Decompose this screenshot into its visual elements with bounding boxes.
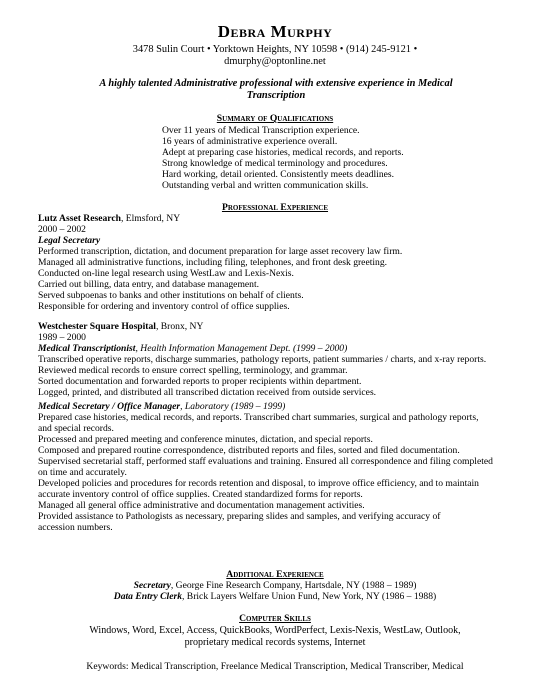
role-title-line — [38, 343, 508, 354]
duty-item: Composed and prepared routine correspondence, distributed reports and files, sorted and filed documentation. — [38, 445, 460, 456]
job-employer-line — [38, 321, 508, 332]
employer-name: Lutz Asset Research — [38, 213, 121, 224]
job-lutz — [38, 213, 508, 312]
duty-item: Supervised secretarial staff, performed staff evaluations and training. Ensured all correspondence and filing completed on time and accurately. — [38, 456, 493, 478]
duty-item: Served subpoenas to banks and other institutions on behalf of clients. — [38, 290, 304, 301]
qualifications-list — [162, 125, 482, 191]
employer-location: , Bronx, NY — [155, 321, 204, 332]
qualification-item: Adept at preparing case histories, medical records, and reports. — [162, 147, 404, 158]
duty-item: Logged, printed, and distributed all transcribed dictation received from outside services. — [38, 387, 377, 398]
keywords-line: Keywords: Medical Transcription, Freelance Medical Transcription, Medical Transcriber, Medical — [86, 661, 464, 672]
role-title-line — [38, 401, 508, 412]
candidate-name: Debra Murphy — [217, 22, 333, 41]
duty-item: Provided assistance to Pathologists as necessary, preparing slides and samples, and verifying accuracy of accession numbers. — [38, 511, 441, 533]
duty-item: Sorted documentation and forwarded reports to proper recipients within department. — [38, 376, 362, 387]
additional-item — [0, 591, 550, 602]
employer-location: , Elmsford, NY — [120, 213, 181, 224]
duty-item: Prepared case histories, medical records, and reports. Transcribed chart summaries, surgical and pathology reports, and special records. — [38, 412, 479, 434]
employer-name: Westchester Square Hospital — [38, 321, 156, 332]
role-subtitle: , Laboratory (1989 – 1999) — [180, 401, 286, 412]
qualification-item: Hard working, detail oriented. Consistently meets deadlines. — [162, 169, 395, 180]
role-title: Legal Secretary — [38, 235, 101, 246]
qualification-item: Over 11 years of Medical Transcription experience. — [162, 125, 360, 136]
qualification-item: Outstanding verbal and written communication skills. — [162, 180, 369, 191]
qualifications-heading: Summary of Qualifications — [216, 113, 334, 124]
job-dates: 2000 – 2002 — [38, 224, 86, 235]
duty-item: Reviewed medical records to ensure correct spelling, terminology, and grammar. — [38, 365, 348, 376]
skills-heading: Computer Skills — [239, 613, 311, 624]
contact-address: 3478 Sulin Court • Yorktown Heights, NY 10598 • (914) 245-9121 • — [132, 44, 418, 55]
duty-item: Performed transcription, dictation, and document preparation for large asset recovery law firm. — [38, 246, 403, 257]
duty-item: Conducted on-line legal research using WestLaw and Lexis-Nexis. — [38, 268, 294, 279]
additional-role: Data Entry Clerk — [113, 591, 182, 602]
role-subtitle: , Health Information Management Dept. (1999 – 2000) — [135, 343, 348, 354]
additional-item — [0, 580, 550, 591]
skills-line: Windows, Word, Excel, Access, QuickBooks, WordPerfect, Lexis-Nexis, WestLaw, Outlook, — [89, 625, 461, 636]
experience-heading: Professional Experience — [221, 202, 329, 213]
qualification-item: Strong knowledge of medical terminology and procedures. — [162, 158, 388, 169]
duty-item: Carried out billing, data entry, and database management. — [38, 279, 260, 290]
role-title-line — [38, 235, 508, 246]
duty-item: Managed all administrative functions, including filing, telephones, and front desk greeting. — [38, 257, 388, 268]
duty-item: Managed all general office administrative and documentation management activities. — [38, 500, 365, 511]
objective-statement: A highly talented Administrative professional with extensive experience in Medical Transcription — [99, 78, 453, 101]
role-title: Medical Secretary / Office Manager — [38, 401, 181, 412]
job-westchester — [38, 321, 508, 533]
additional-detail: , Brick Layers Welfare Union Fund, New York, NY (1986 – 1988) — [182, 591, 437, 602]
duty-item: Transcribed operative reports, discharge summaries, pathology reports, patient summaries / charts, and x-ray reports. — [38, 354, 487, 365]
skills-line: proprietary medical records systems, Internet — [184, 637, 366, 648]
duty-item: Developed policies and procedures for records retention and disposal, to improve office efficiency, and to maintain accurate inventory control of office supplies. Created standardized forms for reports. — [38, 478, 479, 500]
role-title: Medical Transcriptionist — [38, 343, 136, 354]
additional-detail: , George Fine Research Company, Hartsdale, NY (1988 – 1989) — [170, 580, 417, 591]
duty-item: Responsible for ordering and inventory control of office supplies. — [38, 301, 290, 312]
additional-heading: Additional Experience — [226, 569, 324, 580]
qualification-item: 16 years of administrative experience overall. — [162, 136, 338, 147]
additional-role: Secretary — [133, 580, 171, 591]
job-dates: 1989 – 2000 — [38, 332, 86, 343]
job-employer-line — [38, 213, 508, 224]
duty-item: Processed and prepared meeting and conference minutes, dictation, and special reports. — [38, 434, 373, 445]
contact-email: dmurphy@optonline.net — [224, 56, 326, 67]
